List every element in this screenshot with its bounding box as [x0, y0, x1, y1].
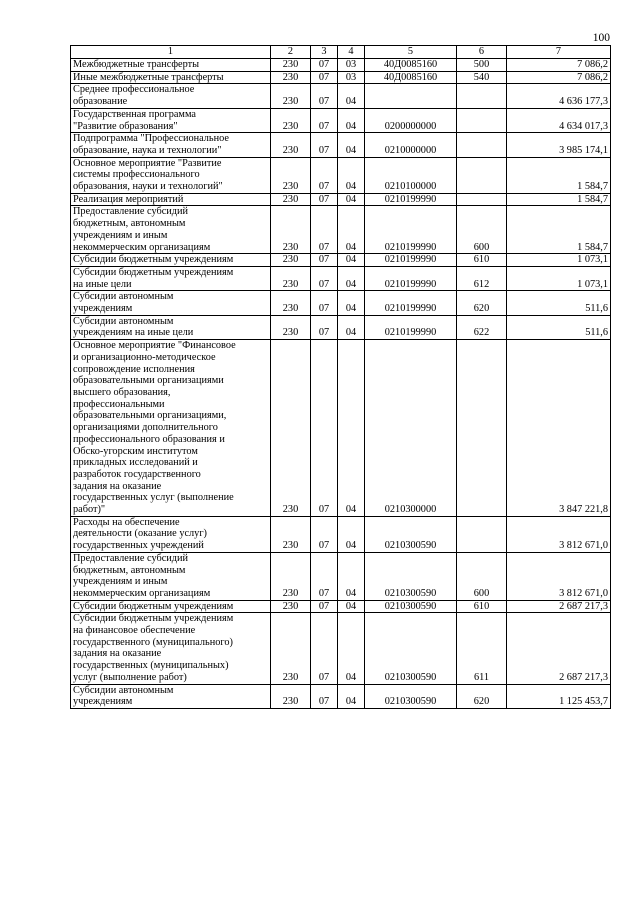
row-target-code-cell: 40Д0085160 [365, 71, 457, 84]
row-subsection-cell: 04 [338, 193, 365, 206]
row-admin-code-cell: 230 [271, 552, 311, 600]
row-section-cell: 07 [311, 84, 338, 108]
row-target-code-cell: 0210300590 [365, 684, 457, 708]
row-section-cell: 07 [311, 254, 338, 267]
row-section-cell: 07 [311, 71, 338, 84]
table-row [71, 84, 611, 108]
row-target-code-cell: 0210300590 [365, 552, 457, 600]
table-row [71, 552, 611, 600]
row-name-cell: Иные межбюджетные трансферты [71, 71, 271, 84]
row-name-cell: Субсидии бюджетным учреждениям на иные цели [71, 266, 271, 290]
row-name-cell: Субсидии бюджетным учреждениям на финансовое обеспечение государственного (муниципального) задания на оказание государственных (муниципальных) услуг (выполнение работ) [71, 613, 271, 684]
row-name-cell: Субсидии бюджетным учреждениям [71, 600, 271, 613]
row-subsection-cell: 04 [338, 133, 365, 157]
row-subsection-cell: 04 [338, 315, 365, 339]
row-name-cell: Предоставление субсидий бюджетным, автономным учреждениям и иным некоммерческим организациям [71, 206, 271, 254]
row-amount-cell: 1 584,7 [507, 193, 611, 206]
row-expense-type-cell: 611 [457, 613, 507, 684]
table-row [71, 71, 611, 84]
header-cell-1: 1 [71, 46, 271, 59]
row-expense-type-cell [457, 84, 507, 108]
row-amount-cell: 4 634 017,3 [507, 108, 611, 132]
row-subsection-cell: 03 [338, 71, 365, 84]
row-target-code-cell: 0210300590 [365, 600, 457, 613]
row-expense-type-cell: 610 [457, 600, 507, 613]
table-row [71, 516, 611, 552]
table-row [71, 291, 611, 315]
row-amount-cell: 511,6 [507, 315, 611, 339]
table-header-row [71, 46, 611, 59]
table-row [71, 340, 611, 517]
row-admin-code-cell: 230 [271, 71, 311, 84]
row-expense-type-cell: 620 [457, 684, 507, 708]
row-expense-type-cell: 620 [457, 291, 507, 315]
row-admin-code-cell: 230 [271, 84, 311, 108]
row-admin-code-cell: 230 [271, 59, 311, 72]
row-amount-cell: 3 812 671,0 [507, 552, 611, 600]
row-target-code-cell: 0210300590 [365, 613, 457, 684]
row-expense-type-cell [457, 157, 507, 193]
row-target-code-cell: 40Д0085160 [365, 59, 457, 72]
row-amount-cell: 1 073,1 [507, 266, 611, 290]
table-row [71, 108, 611, 132]
row-admin-code-cell: 230 [271, 684, 311, 708]
row-name-cell: Субсидии автономным учреждениям [71, 684, 271, 708]
header-cell-4: 4 [338, 46, 365, 59]
table-row [71, 254, 611, 267]
table-row [71, 59, 611, 72]
row-expense-type-cell [457, 516, 507, 552]
row-target-code-cell [365, 84, 457, 108]
row-target-code-cell: 0200000000 [365, 108, 457, 132]
row-section-cell: 07 [311, 600, 338, 613]
row-target-code-cell: 0210300000 [365, 340, 457, 517]
row-expense-type-cell: 600 [457, 552, 507, 600]
row-name-cell: Расходы на обеспечение деятельности (оказание услуг) государственных учреждений [71, 516, 271, 552]
header-cell-2: 2 [271, 46, 311, 59]
row-section-cell: 07 [311, 516, 338, 552]
row-subsection-cell: 04 [338, 291, 365, 315]
row-subsection-cell: 04 [338, 254, 365, 267]
row-expense-type-cell: 540 [457, 71, 507, 84]
row-target-code-cell: 0210300590 [365, 516, 457, 552]
row-section-cell: 07 [311, 266, 338, 290]
row-target-code-cell: 0210199990 [365, 291, 457, 315]
table-row [71, 315, 611, 339]
row-subsection-cell: 04 [338, 340, 365, 517]
row-target-code-cell: 0210199990 [365, 266, 457, 290]
row-admin-code-cell: 230 [271, 291, 311, 315]
row-subsection-cell: 04 [338, 84, 365, 108]
row-expense-type-cell [457, 340, 507, 517]
table-row [71, 613, 611, 684]
row-admin-code-cell: 230 [271, 108, 311, 132]
row-section-cell: 07 [311, 193, 338, 206]
row-admin-code-cell: 230 [271, 193, 311, 206]
table-body [71, 46, 611, 709]
row-name-cell: Субсидии бюджетным учреждениям [71, 254, 271, 267]
page-number: 100 [592, 32, 610, 44]
row-amount-cell: 1 073,1 [507, 254, 611, 267]
row-section-cell: 07 [311, 340, 338, 517]
table-row [71, 133, 611, 157]
row-name-cell: Среднее профессиональное образование [71, 84, 271, 108]
row-expense-type-cell: 622 [457, 315, 507, 339]
row-name-cell: Субсидии автономным учреждениям [71, 291, 271, 315]
row-section-cell: 07 [311, 157, 338, 193]
row-amount-cell: 3 847 221,8 [507, 340, 611, 517]
header-cell-6: 6 [457, 46, 507, 59]
row-section-cell: 07 [311, 613, 338, 684]
row-subsection-cell: 04 [338, 684, 365, 708]
row-name-cell: Подпрограмма "Профессиональное образование, наука и технологии" [71, 133, 271, 157]
row-expense-type-cell: 610 [457, 254, 507, 267]
row-name-cell: Предоставление субсидий бюджетным, автономным учреждениям и иным некоммерческим организациям [71, 552, 271, 600]
row-amount-cell: 1 584,7 [507, 157, 611, 193]
row-name-cell: Реализация мероприятий [71, 193, 271, 206]
row-section-cell: 07 [311, 133, 338, 157]
row-expense-type-cell [457, 193, 507, 206]
row-subsection-cell: 04 [338, 600, 365, 613]
row-admin-code-cell: 230 [271, 266, 311, 290]
row-amount-cell: 3 812 671,0 [507, 516, 611, 552]
header-cell-7: 7 [507, 46, 611, 59]
row-name-cell: Межбюджетные трансферты [71, 59, 271, 72]
row-section-cell: 07 [311, 59, 338, 72]
table-row [71, 684, 611, 708]
table-row [71, 193, 611, 206]
row-amount-cell: 511,6 [507, 291, 611, 315]
row-target-code-cell: 0210199990 [365, 254, 457, 267]
row-section-cell: 07 [311, 315, 338, 339]
row-amount-cell: 3 985 174,1 [507, 133, 611, 157]
header-cell-5: 5 [365, 46, 457, 59]
row-target-code-cell: 0210199990 [365, 315, 457, 339]
row-section-cell: 07 [311, 206, 338, 254]
row-subsection-cell: 04 [338, 206, 365, 254]
row-expense-type-cell: 612 [457, 266, 507, 290]
row-admin-code-cell: 230 [271, 254, 311, 267]
row-amount-cell: 7 086,2 [507, 59, 611, 72]
table-row [71, 266, 611, 290]
row-section-cell: 07 [311, 291, 338, 315]
row-target-code-cell: 0210199990 [365, 206, 457, 254]
row-section-cell: 07 [311, 552, 338, 600]
row-expense-type-cell [457, 133, 507, 157]
row-amount-cell: 2 687 217,3 [507, 600, 611, 613]
row-name-cell: Основное мероприятие "Финансовое и организационно-методическое сопровождение исполнения образовательными организациями высшего образования, профессиональными образовательными организациями, организациями дополнительного профессионального образования и Обско-угорским институтом прикладных исследований и разработок государственного задания на оказание государственных услуг (выполнение работ)" [71, 340, 271, 517]
budget-table [70, 45, 611, 709]
row-expense-type-cell: 500 [457, 59, 507, 72]
row-name-cell: Субсидии автономным учреждениям на иные цели [71, 315, 271, 339]
row-amount-cell: 1 125 453,7 [507, 684, 611, 708]
row-admin-code-cell: 230 [271, 206, 311, 254]
row-expense-type-cell [457, 108, 507, 132]
table-row [71, 157, 611, 193]
row-target-code-cell: 0210100000 [365, 157, 457, 193]
row-amount-cell: 4 636 177,3 [507, 84, 611, 108]
row-subsection-cell: 04 [338, 157, 365, 193]
row-section-cell: 07 [311, 108, 338, 132]
table-row [71, 600, 611, 613]
row-amount-cell: 2 687 217,3 [507, 613, 611, 684]
row-amount-cell: 1 584,7 [507, 206, 611, 254]
row-subsection-cell: 04 [338, 108, 365, 132]
row-subsection-cell: 03 [338, 59, 365, 72]
row-subsection-cell: 04 [338, 516, 365, 552]
row-admin-code-cell: 230 [271, 613, 311, 684]
row-subsection-cell: 04 [338, 552, 365, 600]
row-name-cell: Государственная программа "Развитие образования" [71, 108, 271, 132]
table-row [71, 206, 611, 254]
row-name-cell: Основное мероприятие "Развитие системы профессионального образования, науки и технологий" [71, 157, 271, 193]
row-target-code-cell: 0210000000 [365, 133, 457, 157]
row-subsection-cell: 04 [338, 266, 365, 290]
row-admin-code-cell: 230 [271, 600, 311, 613]
row-expense-type-cell: 600 [457, 206, 507, 254]
header-cell-3: 3 [311, 46, 338, 59]
row-target-code-cell: 0210199990 [365, 193, 457, 206]
row-admin-code-cell: 230 [271, 516, 311, 552]
row-subsection-cell: 04 [338, 613, 365, 684]
row-admin-code-cell: 230 [271, 340, 311, 517]
row-section-cell: 07 [311, 684, 338, 708]
row-amount-cell: 7 086,2 [507, 71, 611, 84]
row-admin-code-cell: 230 [271, 133, 311, 157]
row-admin-code-cell: 230 [271, 315, 311, 339]
row-admin-code-cell: 230 [271, 157, 311, 193]
